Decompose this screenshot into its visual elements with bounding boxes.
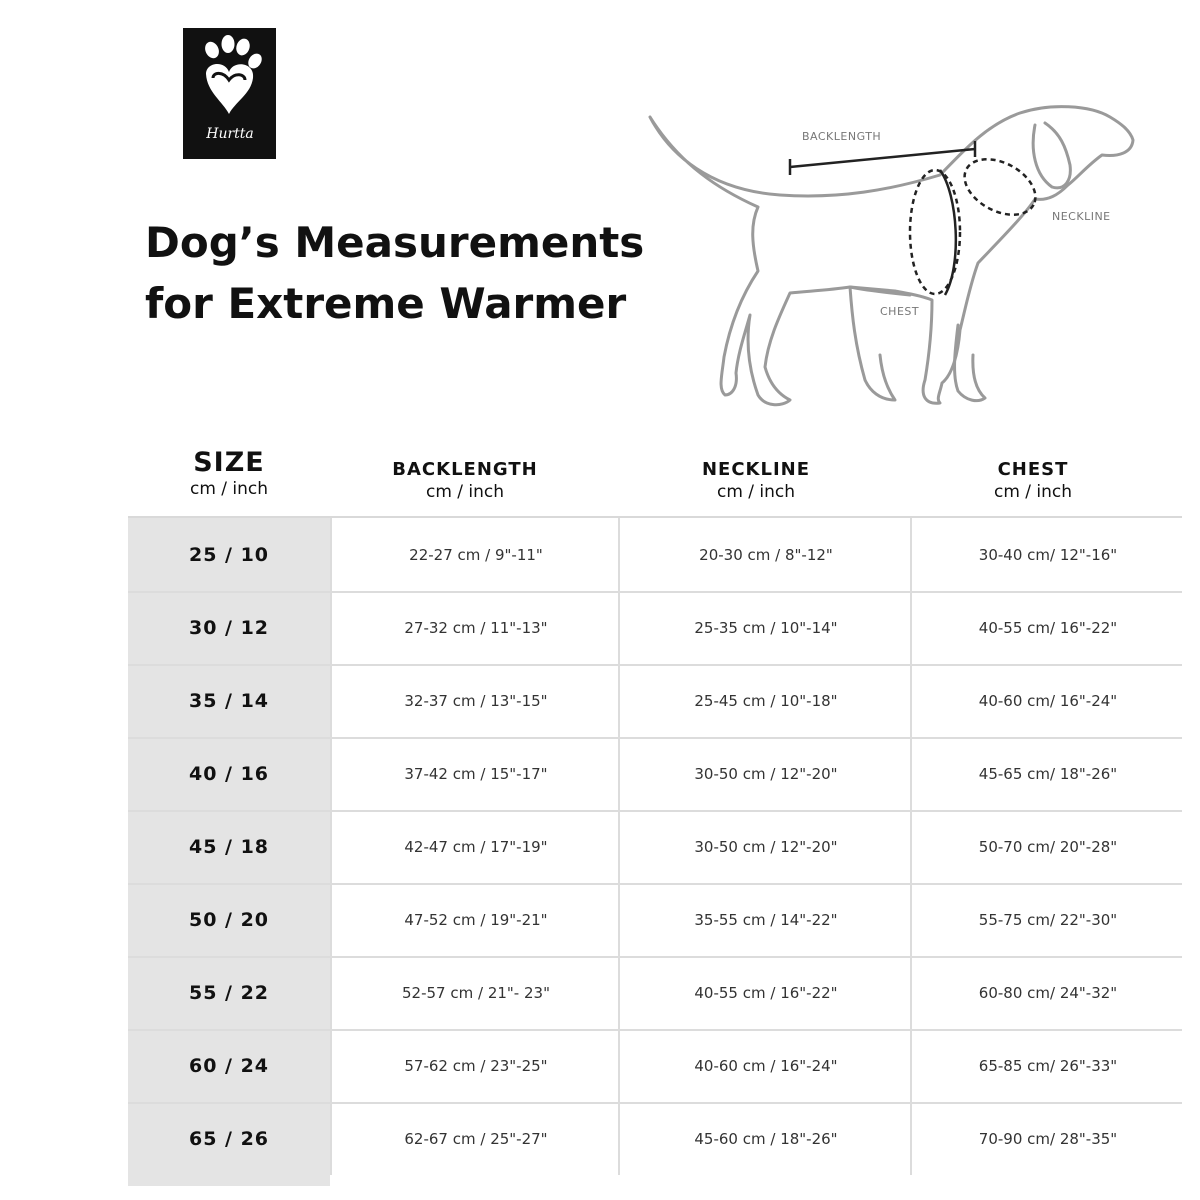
size-cell: 25 / 10 — [188, 543, 270, 566]
neckline-cell: 30-50 cm / 12"-20" — [618, 737, 912, 810]
chest-cell: 40-55 cm/ 16"-22" — [910, 591, 1184, 664]
chest-cell: 45-65 cm/ 18"-26" — [910, 737, 1184, 810]
label-chest: CHEST — [880, 305, 920, 318]
header-neckline-unit: cm / inch — [716, 482, 796, 502]
label-backlength: BACKLENGTH — [802, 130, 882, 143]
header-backlength — [330, 459, 600, 503]
header-neckline — [618, 459, 894, 503]
backlength-cell: 62-67 cm / 25"-27" — [330, 1102, 620, 1175]
header-neckline-title: NECKLINE — [701, 459, 811, 480]
brand-logo — [183, 28, 276, 159]
neckline-cell: 40-60 cm / 16"-24" — [618, 1029, 912, 1102]
header-backlength-title: BACKLENGTH — [392, 459, 538, 480]
neckline-cell: 25-45 cm / 10"-18" — [618, 664, 912, 737]
size-table — [128, 516, 1182, 1186]
table-row — [128, 810, 1182, 885]
page-title — [145, 212, 705, 334]
neckline-cell: 35-55 cm / 14"-22" — [618, 883, 912, 956]
neckline-cell: 20-30 cm / 8"-12" — [618, 518, 912, 591]
neckline-cell: 40-55 cm / 16"-22" — [618, 956, 912, 1029]
title-line-2: for Extreme Warmer — [145, 279, 627, 328]
backlength-cell: 37-42 cm / 15"-17" — [330, 737, 620, 810]
header-backlength-unit: cm / inch — [425, 482, 505, 502]
chest-cell: 40-60 cm/ 16"-24" — [910, 664, 1184, 737]
backlength-cell: 57-62 cm / 23"-25" — [330, 1029, 620, 1102]
header-size-unit: cm / inch — [189, 479, 269, 499]
backlength-cell: 32-37 cm / 13"-15" — [330, 664, 620, 737]
chest-cell: 70-90 cm/ 28"-35" — [910, 1102, 1184, 1175]
table-row — [128, 883, 1182, 958]
chest-cell: 55-75 cm/ 22"-30" — [910, 883, 1184, 956]
dog-measurement-illustration — [640, 95, 1150, 415]
chest-cell: 50-70 cm/ 20"-28" — [910, 810, 1184, 883]
size-cell: 60 / 24 — [188, 1054, 270, 1077]
header-size-title: SIZE — [193, 447, 265, 478]
chest-cell: 60-80 cm/ 24"-32" — [910, 956, 1184, 1029]
chest-cell: 30-40 cm/ 12"-16" — [910, 518, 1184, 591]
backlength-cell: 27-32 cm / 11"-13" — [330, 591, 620, 664]
header-size — [128, 448, 330, 500]
backlength-cell: 42-47 cm / 17"-19" — [330, 810, 620, 883]
title-line-1: Dog’s Measurements — [145, 218, 645, 267]
header-chest-unit: cm / inch — [993, 482, 1073, 502]
size-cell: 30 / 12 — [188, 616, 270, 639]
brand-name: Hurtta — [206, 126, 254, 142]
size-cell: 55 / 22 — [188, 981, 270, 1004]
neckline-cell: 30-50 cm / 12"-20" — [618, 810, 912, 883]
table-row — [128, 956, 1182, 1031]
table-row — [128, 664, 1182, 739]
table-row — [128, 737, 1182, 812]
size-cell: 50 / 20 — [188, 908, 270, 931]
backlength-cell: 22-27 cm / 9"-11" — [330, 518, 620, 591]
table-row — [128, 518, 1182, 593]
backlength-cell: 52-57 cm / 21"- 23" — [330, 956, 620, 1029]
table-row — [128, 591, 1182, 666]
size-cell: 35 / 14 — [188, 689, 270, 712]
size-cell: 40 / 16 — [188, 762, 270, 785]
label-neckline: NECKLINE — [1052, 210, 1111, 223]
header-chest — [910, 459, 1156, 503]
backlength-cell: 47-52 cm / 19"-21" — [330, 883, 620, 956]
chest-cell: 65-85 cm/ 26"-33" — [910, 1029, 1184, 1102]
table-row — [128, 1029, 1182, 1104]
size-cell: 65 / 26 — [188, 1127, 270, 1150]
neckline-cell: 25-35 cm / 10"-14" — [618, 591, 912, 664]
size-cell: 45 / 18 — [188, 835, 270, 858]
neckline-cell: 45-60 cm / 18"-26" — [618, 1102, 912, 1175]
header-chest-title: CHEST — [997, 459, 1069, 480]
table-row — [128, 1102, 1182, 1175]
